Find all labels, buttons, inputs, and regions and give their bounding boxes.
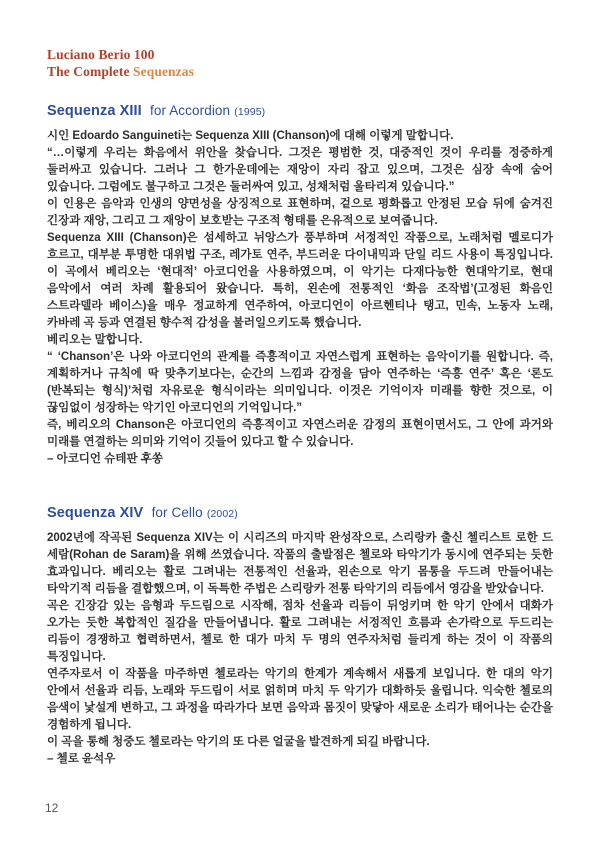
section-title: Sequenza XIV xyxy=(47,505,144,521)
paragraph: 이 곡을 통해 청중도 첼로라는 악기의 또 다른 얼굴을 발견하게 되길 바랍니다. xyxy=(47,736,430,748)
paragraph: 2002년에 작곡된 Sequenza XIV는 이 시리즈의 마지막 완성작으로, 스리랑카 출신 첼리스트 로한 드 세람(Rohan de Saram)을 위해 쓰였습니다. 작품의 출발점은 첼로와 타악기가 동시에 연주되는 듯한 효과입니다. 베리오는 활로 그려내는 전통적인 선율과, 왼손으로 악기 몸통을 두드려 만들어내는 타악기적 리듬을 결합했으며, 이 독특한 주법은 스리랑카 전통 타악기의 리듬에서 영감을 받았습니다. xyxy=(47,532,553,595)
section-subtitle: for Cello xyxy=(151,505,203,520)
header-line-2 xyxy=(47,63,553,80)
document-header xyxy=(47,46,553,80)
section-heading-sequenza-xiii xyxy=(47,101,553,122)
section-body xyxy=(47,128,553,468)
section-sequenza-xiv xyxy=(47,503,553,768)
page-number: 12 xyxy=(45,801,59,815)
section-gap xyxy=(47,468,553,482)
paragraph: 곡은 긴장감 있는 음형과 두드림으로 시작해, 점차 선율과 리듬이 뒤엉키며 한 악기 안에서 대화가 오가는 듯한 복합적인 질감을 만들어냅니다. 활로 그려내는 서정적인 흐름과 손가락으로 두드리는 리듬이 경쟁하고 협력하면서, 첼로 한 대가 마치 두 명의 연주자처럼 들리게 하는 것이 이 작품의 특징입니다. xyxy=(47,600,553,663)
paragraph: 시인 Edoardo Sanguineti는 Sequenza XIII (Chanson)에 대해 이렇게 말합니다. xyxy=(47,130,454,142)
paragraph-quote: “ ‘Chanson’은 나와 아코디언의 관계를 즉흥적이고 자연스럽게 표현하는 음악이기를 원합니다. 즉, 계획하거나 규칙에 딱 맞추기보다는, 순간의 느낌과 감정을 담아 연주하는 ‘즉흥 연주’ 혹은 ‘론도(반복되는 형식)’처럼 자유로운 형식이라는 의미입니다. 이것은 기억이자 미래를 향한 것으로, 이 끊임없이 성장하는 악기인 아코디언의 기억입니다.” xyxy=(47,351,553,414)
section-heading-sequenza-xiv xyxy=(47,503,553,524)
section-year: (2002) xyxy=(206,508,238,520)
section-subtitle: for Accordion xyxy=(150,103,231,118)
header-line-2-dark: The Complete xyxy=(47,64,130,79)
paragraph: 즉, 베리오의 Chanson은 아코디언의 즉흥적이고 자연스러운 감정의 표현이면서도, 그 안에 과거와 미래를 연결하는 의미와 기억이 깃들어 있다고 할 수 있습니다. xyxy=(47,419,553,448)
section-year: (1995) xyxy=(234,106,266,118)
paragraph: 연주자로서 이 작품을 마주하면 첼로라는 악기의 한계가 계속해서 새롭게 보입니다. 한 대의 악기 안에서 선율과 리듬, 노래와 두드림이 서로 얽히며 마치 두 악기가 대화하듯 울립니다. 익숙한 첼로의 음색이 낯설게 변하고, 그 과정을 따라가다 보면 음악과 몸짓이 맞닿아 새로운 소리가 태어나는 순간을 경험하게 됩니다. xyxy=(47,668,553,731)
header-line-1: Luciano Berio 100 xyxy=(47,47,155,62)
header-line-2-accent: Sequenzas xyxy=(133,64,194,79)
section-body xyxy=(47,530,553,768)
paragraph-quote: “…이렇게 우리는 화음에서 위안을 찾습니다. 그것은 평범한 것, 대중적인 것이 우리를 정중하게 둘러싸고 있습니다. 그러나 그 한가운데에는 재앙이 자리 잡고 있으며, 그것은 심장 속에 숨어 있습니다. 그럼에도 불구하고 그것은 둘러싸여 있고, 성채처럼 울타리져 있습니다.” xyxy=(47,147,553,193)
paragraph: 베리오는 말합니다. xyxy=(47,334,143,346)
signature-accordionist: – 아코디언 슈테판 후쏭 xyxy=(47,453,163,465)
paragraph: Sequenza XIII (Chanson)은 섬세하고 뉘앙스가 풍부하며 서정적인 작품으로, 노래처럼 멜로디가 흐르고, 대부분 투명한 대위법 구조, 레가토 연주, 부드러운 다이내믹과 단일 리드 사용이 특징입니다. 이 곡에서 베리오는 ‘현대적’ 아코디언을 사용하였으며, 이 악기는 다재다능한 현대악기로, 현대 음악에서 여러 차례 활용되어 왔습니다. 특히, 왼손에 전통적인 ‘화음 조작법’(고정된 화음인 스트라델라 베이스)을 매우 정교하게 연주하여, 아코디언이 아르헨티나 탱고, 민속, 노동자 노래, 카바레 곡 등과 연결된 향수적 감성을 불러일으키도록 했습니다. xyxy=(47,232,553,329)
section-sequenza-xiii xyxy=(47,101,553,468)
section-title: Sequenza XIII xyxy=(47,103,142,119)
signature-cellist: – 첼로 윤석우 xyxy=(47,753,116,765)
paragraph: 이 인용은 음악과 인생의 양면성을 상징적으로 표현하며, 겉으로 평화롭고 안정된 모습 뒤에 숨겨진 긴장과 재앙, 그리고 그 재앙이 보호받는 구조적 형태를 은유적으로 보여줍니다. xyxy=(47,198,553,227)
